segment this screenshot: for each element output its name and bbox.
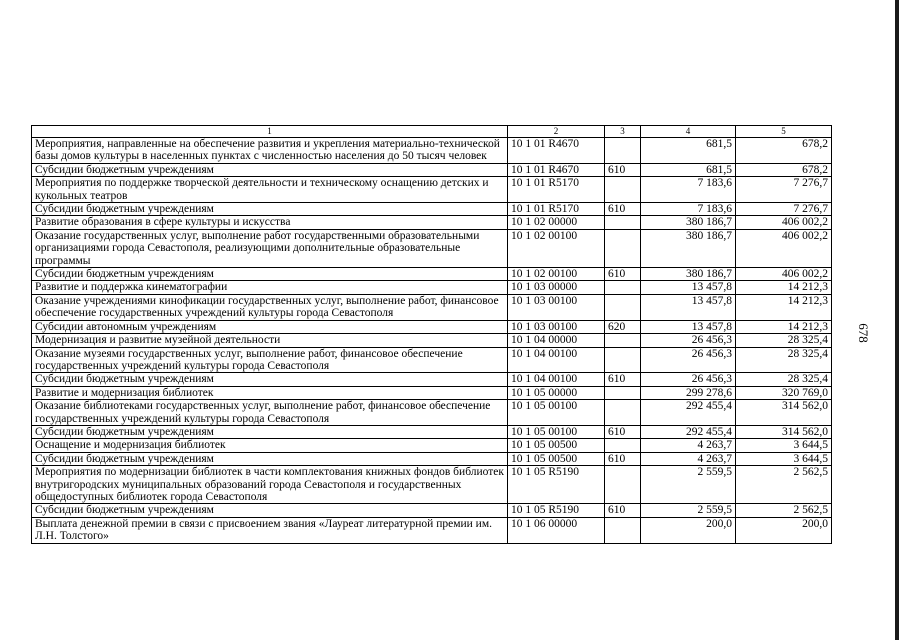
row-name-cell: Оказание учреждениями кинофикации государственных услуг, выполнение работ, финансовое обеспечение государственных учреждений культуры города Севастополя — [32, 294, 508, 320]
table-row — [32, 281, 832, 294]
row-value-year2-cell: 3 644,5 — [736, 452, 832, 465]
table-row — [32, 320, 832, 333]
row-name-cell: Оснащение и модернизация библиотек — [32, 439, 508, 452]
row-code-cell: 10 1 02 00000 — [508, 216, 605, 229]
row-value-year1-cell: 4 263,7 — [641, 452, 736, 465]
row-value-year2-cell: 406 002,2 — [736, 216, 832, 229]
row-value-year1-cell: 681,5 — [641, 138, 736, 164]
row-value-year2-cell: 320 769,0 — [736, 386, 832, 399]
header-col-1: 1 — [32, 126, 508, 138]
row-value-year1-cell: 13 457,8 — [641, 294, 736, 320]
row-code-cell: 10 1 01 R5170 — [508, 177, 605, 203]
row-name-cell: Мероприятия, направленные на обеспечение развития и укрепления материально-технической базы домов культуры в населенных пунктах с численностью населения до 50 тысяч человек — [32, 138, 508, 164]
row-value-year2-cell: 14 212,3 — [736, 320, 832, 333]
header-col-2: 2 — [508, 126, 605, 138]
table-row — [32, 400, 832, 426]
row-value-year1-cell: 7 183,6 — [641, 203, 736, 216]
page-number: 678 — [856, 323, 871, 343]
row-code-cell: 10 1 02 00100 — [508, 229, 605, 267]
row-value-year1-cell: 299 278,6 — [641, 386, 736, 399]
row-expense-type-cell — [605, 386, 641, 399]
row-expense-type-cell: 610 — [605, 268, 641, 281]
row-code-cell: 10 1 03 00100 — [508, 320, 605, 333]
table-row — [32, 347, 832, 373]
row-expense-type-cell — [605, 281, 641, 294]
table-row — [32, 504, 832, 517]
row-name-cell: Субсидии бюджетным учреждениям — [32, 425, 508, 438]
budget-table — [31, 125, 832, 544]
row-value-year1-cell: 2 559,5 — [641, 504, 736, 517]
row-value-year1-cell: 681,5 — [641, 163, 736, 176]
row-expense-type-cell — [605, 347, 641, 373]
row-expense-type-cell: 620 — [605, 320, 641, 333]
table-row — [32, 294, 832, 320]
row-name-cell: Мероприятия по поддержке творческой деятельности и техническому оснащению детских и кукольных театров — [32, 177, 508, 203]
row-value-year1-cell: 380 186,7 — [641, 216, 736, 229]
row-expense-type-cell — [605, 439, 641, 452]
row-name-cell: Субсидии бюджетным учреждениям — [32, 203, 508, 216]
row-name-cell: Развитие образования в сфере культуры и искусства — [32, 216, 508, 229]
row-value-year2-cell: 406 002,2 — [736, 268, 832, 281]
row-code-cell: 10 1 05 00100 — [508, 425, 605, 438]
header-col-5: 5 — [736, 126, 832, 138]
table-row — [32, 163, 832, 176]
row-expense-type-cell — [605, 517, 641, 543]
row-expense-type-cell: 610 — [605, 425, 641, 438]
row-value-year2-cell: 2 562,5 — [736, 504, 832, 517]
row-value-year2-cell: 14 212,3 — [736, 294, 832, 320]
row-code-cell: 10 1 04 00100 — [508, 373, 605, 386]
row-name-cell: Субсидии автономным учреждениям — [32, 320, 508, 333]
row-code-cell: 10 1 03 00000 — [508, 281, 605, 294]
row-value-year2-cell: 7 276,7 — [736, 177, 832, 203]
row-value-year2-cell: 28 325,4 — [736, 373, 832, 386]
row-value-year1-cell: 13 457,8 — [641, 281, 736, 294]
row-code-cell: 10 1 05 00100 — [508, 400, 605, 426]
row-expense-type-cell: 610 — [605, 373, 641, 386]
header-col-3: 3 — [605, 126, 641, 138]
row-code-cell: 10 1 06 00000 — [508, 517, 605, 543]
row-name-cell: Субсидии бюджетным учреждениям — [32, 163, 508, 176]
row-value-year2-cell: 14 212,3 — [736, 281, 832, 294]
row-value-year2-cell: 314 562,0 — [736, 400, 832, 426]
row-code-cell: 10 1 03 00100 — [508, 294, 605, 320]
row-name-cell: Оказание библиотеками государственных услуг, выполнение работ, финансовое обеспечение государственных учреждений культуры города Севастополя — [32, 400, 508, 426]
row-value-year2-cell: 678,2 — [736, 138, 832, 164]
table-row — [32, 203, 832, 216]
row-name-cell: Субсидии бюджетным учреждениям — [32, 504, 508, 517]
row-name-cell: Развитие и модернизация библиотек — [32, 386, 508, 399]
row-code-cell: 10 1 05 00000 — [508, 386, 605, 399]
table-row — [32, 386, 832, 399]
row-code-cell: 10 1 04 00100 — [508, 347, 605, 373]
row-value-year2-cell: 3 644,5 — [736, 439, 832, 452]
scan-edge — [895, 0, 899, 640]
row-value-year2-cell: 2 562,5 — [736, 466, 832, 504]
row-code-cell: 10 1 05 00500 — [508, 452, 605, 465]
row-name-cell: Субсидии бюджетным учреждениям — [32, 268, 508, 281]
row-value-year2-cell: 314 562,0 — [736, 425, 832, 438]
table-row — [32, 216, 832, 229]
row-code-cell: 10 1 05 R5190 — [508, 466, 605, 504]
row-value-year1-cell: 2 559,5 — [641, 466, 736, 504]
row-expense-type-cell — [605, 229, 641, 267]
table-row — [32, 229, 832, 267]
row-name-cell: Модернизация и развитие музейной деятельности — [32, 334, 508, 347]
row-expense-type-cell — [605, 216, 641, 229]
table-row — [32, 334, 832, 347]
row-code-cell: 10 1 05 R5190 — [508, 504, 605, 517]
row-value-year1-cell: 4 263,7 — [641, 439, 736, 452]
row-value-year2-cell: 406 002,2 — [736, 229, 832, 267]
row-value-year2-cell: 28 325,4 — [736, 347, 832, 373]
table-row — [32, 138, 832, 164]
row-value-year2-cell: 200,0 — [736, 517, 832, 543]
row-value-year2-cell: 28 325,4 — [736, 334, 832, 347]
row-name-cell: Мероприятия по модернизации библиотек в части комплектования книжных фондов библиотек внутригородских муниципальных образований города Севастополя и государственных общедоступных библиотек города Севастополя — [32, 466, 508, 504]
table-row — [32, 268, 832, 281]
row-expense-type-cell — [605, 138, 641, 164]
row-value-year1-cell: 380 186,7 — [641, 229, 736, 267]
row-code-cell: 10 1 02 00100 — [508, 268, 605, 281]
table-header-row — [32, 126, 832, 138]
row-value-year1-cell: 200,0 — [641, 517, 736, 543]
header-col-4: 4 — [641, 126, 736, 138]
row-expense-type-cell — [605, 334, 641, 347]
row-code-cell: 10 1 01 R4670 — [508, 138, 605, 164]
row-value-year1-cell: 26 456,3 — [641, 347, 736, 373]
row-code-cell: 10 1 04 00000 — [508, 334, 605, 347]
row-code-cell: 10 1 01 R4670 — [508, 163, 605, 176]
row-expense-type-cell — [605, 466, 641, 504]
row-expense-type-cell — [605, 177, 641, 203]
table-row — [32, 373, 832, 386]
row-expense-type-cell: 610 — [605, 452, 641, 465]
table-body — [32, 138, 832, 544]
row-value-year1-cell: 380 186,7 — [641, 268, 736, 281]
row-name-cell: Субсидии бюджетным учреждениям — [32, 452, 508, 465]
table-row — [32, 452, 832, 465]
table-row — [32, 439, 832, 452]
row-expense-type-cell — [605, 400, 641, 426]
row-name-cell: Субсидии бюджетным учреждениям — [32, 373, 508, 386]
table-row — [32, 466, 832, 504]
table-row — [32, 177, 832, 203]
row-value-year1-cell: 292 455,4 — [641, 400, 736, 426]
row-name-cell: Развитие и поддержка кинематографии — [32, 281, 508, 294]
row-value-year1-cell: 26 456,3 — [641, 373, 736, 386]
row-name-cell: Оказание музеями государственных услуг, выполнение работ, финансовое обеспечение государственных учреждений культуры города Севастополя — [32, 347, 508, 373]
row-name-cell: Выплата денежной премии в связи с присвоением звания «Лауреат литературной премии им. Л.Н. Толстого» — [32, 517, 508, 543]
row-expense-type-cell: 610 — [605, 504, 641, 517]
row-value-year1-cell: 292 455,4 — [641, 425, 736, 438]
row-value-year2-cell: 678,2 — [736, 163, 832, 176]
row-expense-type-cell — [605, 294, 641, 320]
row-name-cell: Оказание государственных услуг, выполнение работ государственными образовательными организациями города Севастополя, реализующими дополнительные образовательные программы — [32, 229, 508, 267]
row-value-year1-cell: 26 456,3 — [641, 334, 736, 347]
row-value-year1-cell: 13 457,8 — [641, 320, 736, 333]
table-row — [32, 425, 832, 438]
table-row — [32, 517, 832, 543]
row-expense-type-cell: 610 — [605, 163, 641, 176]
row-value-year1-cell: 7 183,6 — [641, 177, 736, 203]
row-expense-type-cell: 610 — [605, 203, 641, 216]
row-code-cell: 10 1 05 00500 — [508, 439, 605, 452]
row-value-year2-cell: 7 276,7 — [736, 203, 832, 216]
row-code-cell: 10 1 01 R5170 — [508, 203, 605, 216]
